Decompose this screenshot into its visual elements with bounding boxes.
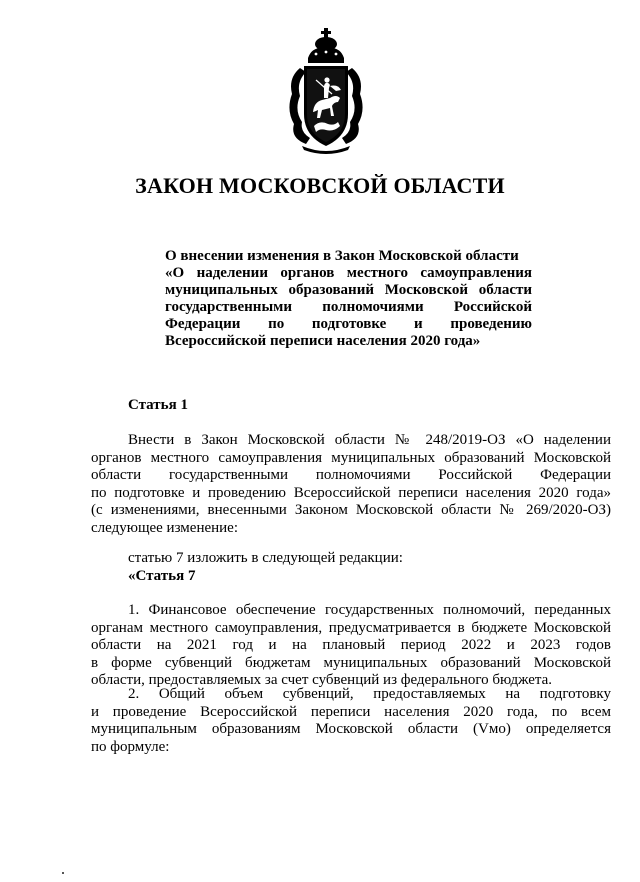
paragraph-line: по подготовке и проведению Всероссийской переписи населения 2020 года» — [91, 484, 611, 501]
paragraph-line: (с изменениями, внесенными Законом Московской области № 269/2020-ОЗ) — [91, 502, 611, 518]
paragraph-line: в форме субвенций бюджетам муниципальных образований Московской — [91, 654, 611, 671]
subtitle-line: Федерации по подготовке и проведению — [165, 316, 532, 332]
article-heading: Статья 1 — [128, 397, 188, 413]
amendment-instruction — [91, 550, 611, 585]
subtitle-line: «О наделении органов местного самоуправления — [165, 265, 532, 281]
paragraph-line: области, предоставляемых за счет субвенций из федерального бюджета. — [91, 672, 553, 688]
article-paragraph — [91, 432, 611, 537]
article-item-1 — [91, 602, 611, 690]
subtitle-line: муниципальных образований Московской области — [165, 282, 532, 298]
paragraph-line: и проведение Всероссийской переписи населения 2020 года, по всем — [91, 703, 611, 720]
article-item-2 — [91, 686, 611, 756]
paragraph-line: области на 2021 год и на плановый период 2022 и 2023 годов — [91, 637, 611, 653]
law-title: ЗАКОН МОСКОВСКОЙ ОБЛАСТИ — [135, 173, 505, 198]
paragraph-line: органов местного самоуправления муниципальных образований Московской — [91, 449, 611, 466]
paragraph-line: следующее изменение: — [91, 519, 239, 536]
law-subtitle — [165, 248, 532, 350]
new-article-heading: «Статья 7 — [128, 567, 196, 584]
subtitle-line: Всероссийской переписи населения 2020 года» — [165, 333, 481, 349]
paragraph-line: области государственными полномочиями Российской Федерации — [91, 467, 611, 483]
paragraph-line: статью 7 изложить в следующей редакции: — [128, 550, 403, 566]
paragraph-line: органам местного самоуправления, предусматривается в бюджете Московской — [91, 619, 611, 636]
subtitle-line: государственными полномочиями Российской — [165, 299, 532, 315]
coat-of-arms-icon — [286, 28, 366, 156]
paragraph-line: Внести в Закон Московской области № 248/2019-ОЗ «О наделении — [128, 432, 611, 448]
paragraph-line: по формуле: — [91, 738, 170, 755]
paragraph-line: 2. Общий объем субвенций, предоставляемых на подготовку — [128, 686, 611, 702]
paragraph-line: 1. Финансовое обеспечение государственных полномочий, переданных — [128, 602, 611, 618]
scan-speck — [62, 872, 64, 874]
subtitle-line: О внесении изменения в Закон Московской области — [165, 248, 519, 264]
paragraph-line: муниципальным образованиям Московской области (Vмо) определяется — [91, 721, 611, 737]
